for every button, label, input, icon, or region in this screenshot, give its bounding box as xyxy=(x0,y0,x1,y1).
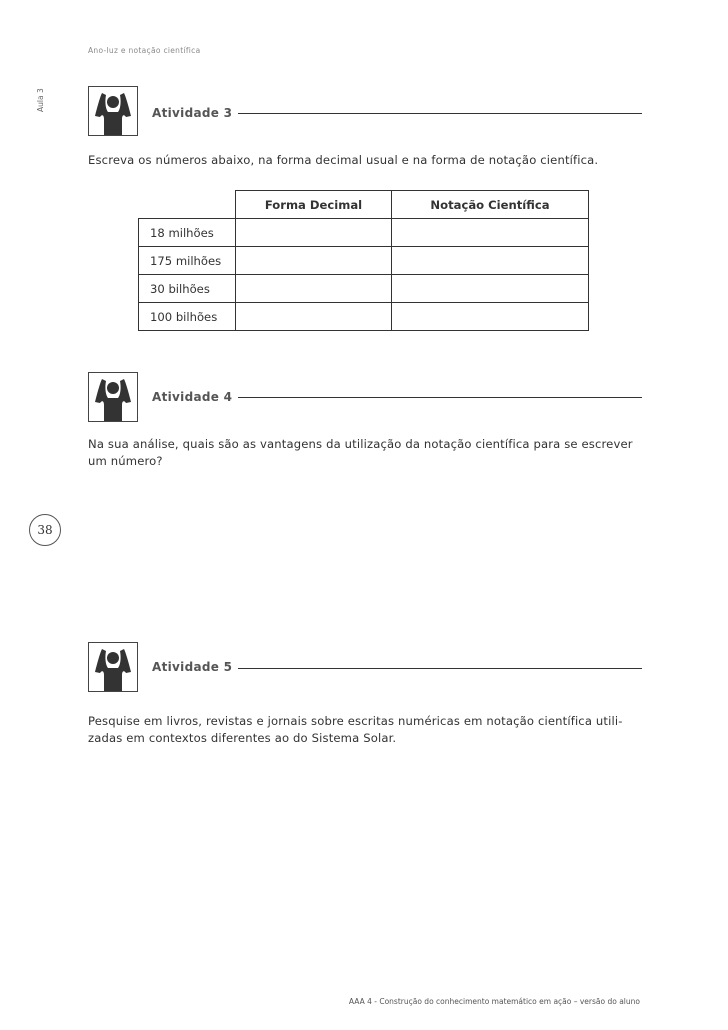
table-cell-number: 18 milhões xyxy=(139,219,236,247)
activity-4-rule xyxy=(238,397,642,398)
table-cell-scientific[interactable] xyxy=(392,275,589,303)
table-header-decimal: Forma Decimal xyxy=(236,191,392,219)
table-cell-decimal[interactable] xyxy=(236,219,392,247)
activity-4-line: um número? xyxy=(88,454,163,468)
table-row xyxy=(139,247,589,275)
running-head: Ano-luz e notação científica xyxy=(88,46,201,55)
person-arms-raised-icon xyxy=(88,372,138,422)
activity-5-line: Pesquise em livros, revistas e jornais sobre escritas numéricas em notação científica utili- xyxy=(88,714,623,728)
table-cell-number: 30 bilhões xyxy=(139,275,236,303)
activity-3-rule xyxy=(238,113,642,114)
activity-5-title: Atividade 5 xyxy=(152,660,233,674)
activity-4-text xyxy=(88,436,633,470)
table-cell-scientific[interactable] xyxy=(392,219,589,247)
activity-4-line: Na sua análise, quais são as vantagens da utilização da notação científica para se escrever xyxy=(88,437,633,451)
table-cell-number: 175 milhões xyxy=(139,247,236,275)
activity-3-title: Atividade 3 xyxy=(152,106,233,120)
activity-5-rule xyxy=(238,668,642,669)
activity-5-line: zadas em contextos diferentes ao do Sistema Solar. xyxy=(88,731,397,745)
side-label: Aula 3 xyxy=(36,88,45,112)
activity-4-title: Atividade 4 xyxy=(152,390,233,404)
table-cell-decimal[interactable] xyxy=(236,275,392,303)
activity-5-text xyxy=(88,713,623,747)
table-row xyxy=(139,275,589,303)
table-cell-decimal[interactable] xyxy=(236,247,392,275)
page-number: 38 xyxy=(29,514,61,546)
table-header-blank xyxy=(139,191,236,219)
table-header-scientific: Notação Científica xyxy=(392,191,589,219)
table-cell-number: 100 bilhões xyxy=(139,303,236,331)
table-cell-scientific[interactable] xyxy=(392,247,589,275)
table-row xyxy=(139,219,589,247)
numbers-table xyxy=(138,190,589,331)
footer: AAA 4 - Construção do conhecimento matemático em ação – versão do aluno xyxy=(348,997,640,1006)
table-cell-decimal[interactable] xyxy=(236,303,392,331)
activity-3-text: Escreva os números abaixo, na forma decimal usual e na forma de notação científica. xyxy=(88,153,599,167)
table-header-row xyxy=(139,191,589,219)
table-row xyxy=(139,303,589,331)
person-arms-raised-icon xyxy=(88,86,138,136)
person-arms-raised-icon xyxy=(88,642,138,692)
table-cell-scientific[interactable] xyxy=(392,303,589,331)
